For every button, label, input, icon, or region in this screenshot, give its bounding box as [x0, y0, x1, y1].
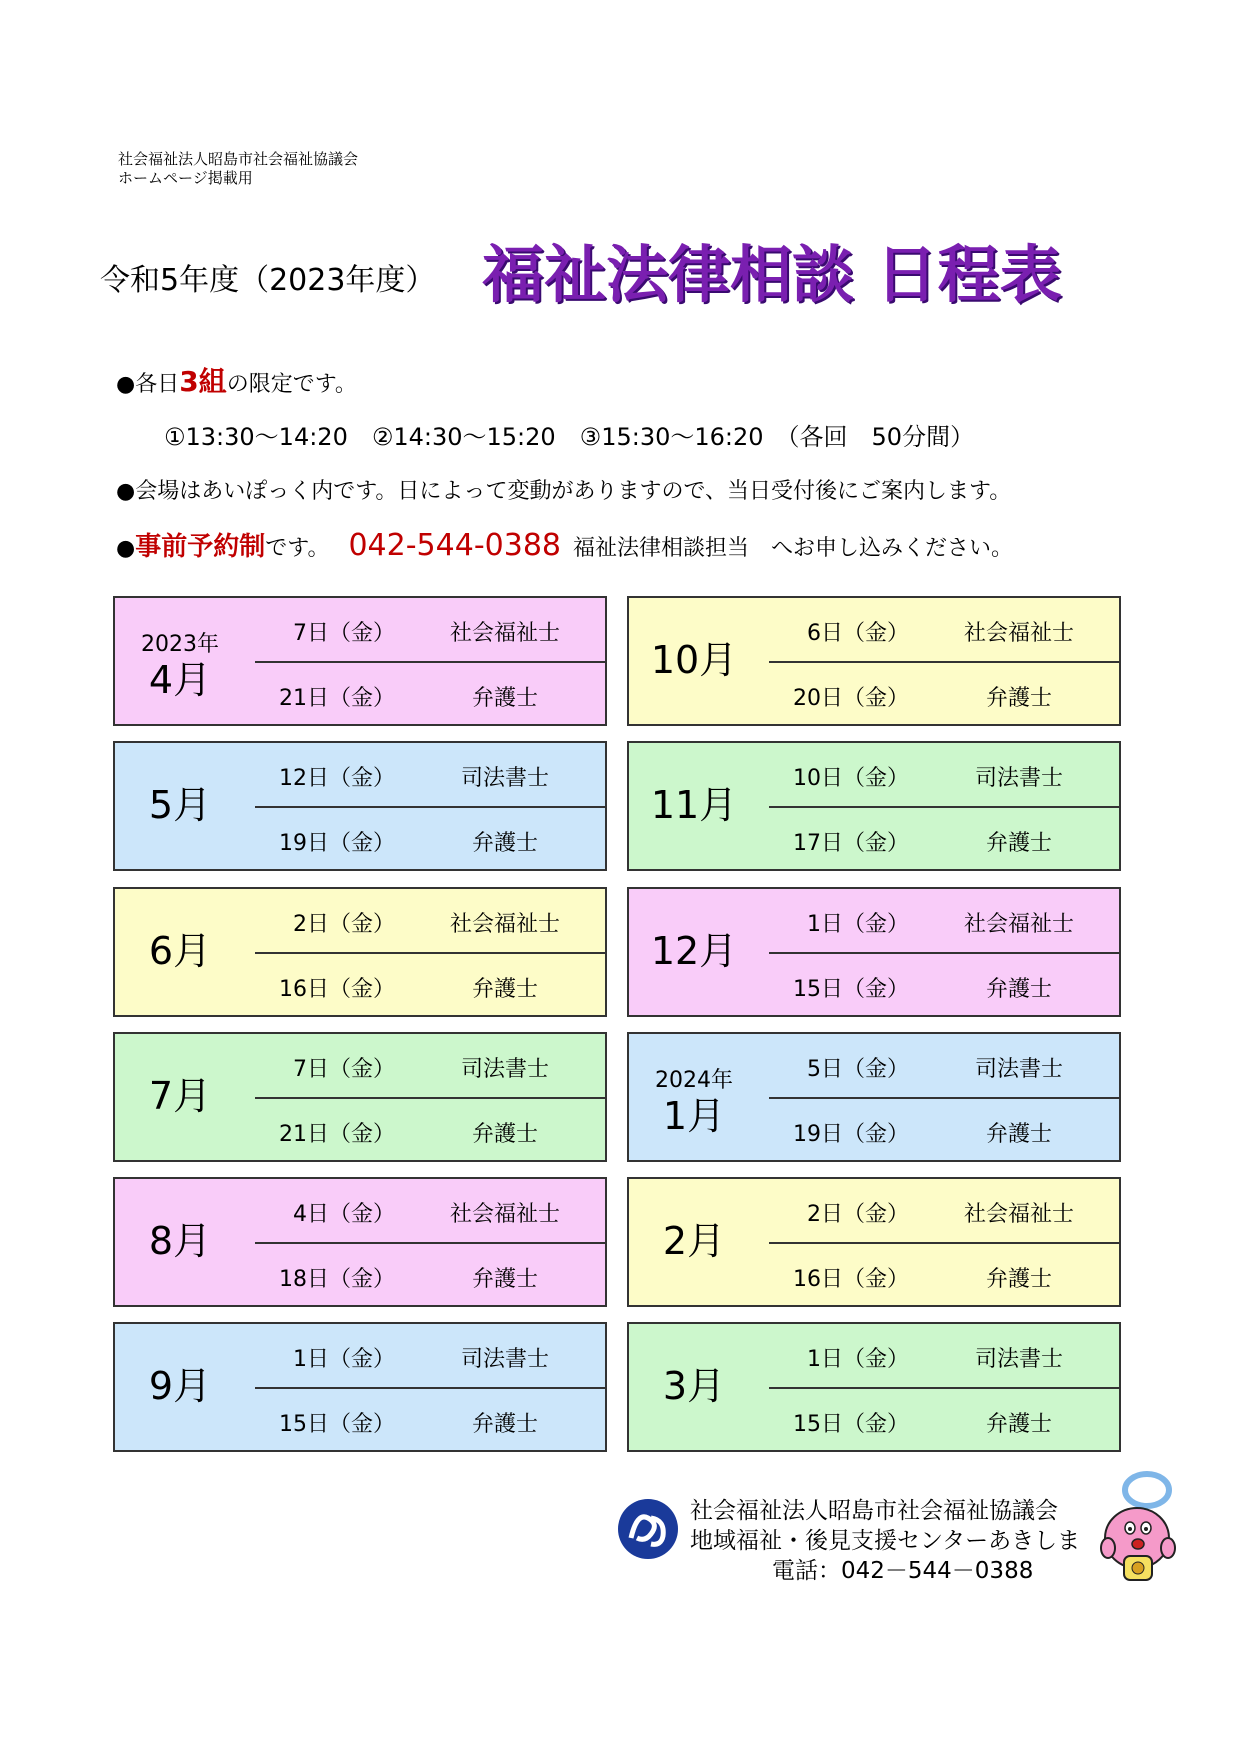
- consultation-slot: [255, 810, 605, 870]
- month-label-group: [115, 1074, 245, 1118]
- slot-divider: [769, 1242, 1119, 1244]
- consultation-slot: [769, 1181, 1119, 1241]
- slot-divider: [769, 1387, 1119, 1389]
- schedule-month-box: [113, 1032, 607, 1162]
- schedule-month-box: [113, 887, 607, 1017]
- slot-date: 7日（金）: [293, 1057, 395, 1082]
- page-title: 福祉法律相談 日程表: [482, 238, 1062, 311]
- month-label-group: [629, 1364, 759, 1408]
- slot-role: 司法書士: [974, 766, 1063, 791]
- slot-role: 弁護士: [985, 686, 1052, 711]
- consultation-slot: [769, 1036, 1119, 1096]
- month-label-group: [629, 1219, 759, 1263]
- slot-date: 19日（金）: [793, 1122, 909, 1147]
- slot-role: 司法書士: [460, 1347, 549, 1372]
- month-label: 7月: [148, 1074, 212, 1118]
- slot-role: 弁護士: [985, 1267, 1052, 1292]
- month-label-group: [115, 1219, 245, 1263]
- slot-date: 15日（金）: [793, 977, 909, 1002]
- slot-date: 2日（金）: [807, 1202, 909, 1227]
- note-reservation: [116, 526, 1013, 563]
- schedule-month-box: [627, 596, 1121, 726]
- month-label-group: [115, 929, 245, 973]
- schedule-month-box: [627, 1177, 1121, 1307]
- consultation-slot: [255, 956, 605, 1016]
- slot-divider: [255, 661, 605, 663]
- note-reservation-bold: 事前予約制: [135, 532, 266, 562]
- slot-divider: [255, 952, 605, 954]
- note-limit-pre: ●各日: [116, 372, 180, 397]
- footer-org: 社会福祉法人昭島市社会福祉協議会: [690, 1498, 1058, 1524]
- schedule-month-box: [627, 1032, 1121, 1162]
- note-limit-post: の限定です。: [226, 372, 357, 397]
- slot-divider: [255, 1387, 605, 1389]
- consultation-slot: [769, 1326, 1119, 1386]
- slot-divider: [769, 952, 1119, 954]
- consultation-slot: [255, 665, 605, 725]
- month-label: 12月: [650, 929, 738, 973]
- slot-role: 弁護士: [471, 1412, 538, 1437]
- org-header: [118, 150, 358, 188]
- note-times: ①13:30～14:20 ②14:30～15:20 ③15:30～16:20 （各回 50分間）: [164, 423, 975, 451]
- org-name: 社会福祉法人昭島市社会福祉協議会: [118, 150, 359, 168]
- council-logo-icon: [617, 1498, 679, 1560]
- month-label-group: [629, 929, 759, 973]
- slot-date: 1日（金）: [807, 912, 909, 937]
- year-label: 2024年: [655, 1068, 733, 1093]
- footer-contact: [690, 1496, 1080, 1586]
- consultation-slot: [769, 810, 1119, 870]
- month-label: 2月: [662, 1219, 726, 1263]
- month-label-group: [115, 1364, 245, 1408]
- schedule-month-box: [113, 1322, 607, 1452]
- schedule-month-box: [627, 887, 1121, 1017]
- slot-date: 15日（金）: [279, 1412, 395, 1437]
- slot-role: 司法書士: [974, 1057, 1063, 1082]
- slot-role: 社会福祉士: [449, 912, 560, 937]
- slot-role: 弁護士: [985, 1412, 1052, 1437]
- note-venue: ●会場はあいぽっく内です。日によって変動がありますので、当日受付後にご案内します。: [116, 479, 1012, 504]
- note-reservation-post: 福祉法律相談担当 へお申し込みください。: [573, 536, 1014, 561]
- consultation-slot: [255, 1101, 605, 1161]
- consultation-slot: [255, 600, 605, 660]
- slot-role: 弁護士: [985, 977, 1052, 1002]
- consultation-slot: [255, 1246, 605, 1306]
- mascot-icon: [1092, 1470, 1182, 1590]
- slot-date: 16日（金）: [793, 1267, 909, 1292]
- schedule-month-box: [113, 596, 607, 726]
- slot-date: 5日（金）: [807, 1057, 909, 1082]
- consultation-slot: [769, 1101, 1119, 1161]
- month-label: 3月: [662, 1364, 726, 1408]
- reservation-phone[interactable]: 042-544-0388: [348, 528, 561, 563]
- slot-date: 20日（金）: [793, 686, 909, 711]
- slot-date: 21日（金）: [279, 686, 395, 711]
- slot-role: 社会福祉士: [449, 621, 560, 646]
- month-label: 4月: [148, 658, 212, 702]
- slot-date: 4日（金）: [293, 1202, 395, 1227]
- slot-role: 弁護士: [471, 686, 538, 711]
- slot-divider: [769, 1097, 1119, 1099]
- consultation-slot: [769, 1391, 1119, 1451]
- footer-center: 地域福祉・後見支援センターあきしま: [690, 1528, 1081, 1554]
- slot-divider: [255, 806, 605, 808]
- consultation-slot: [255, 891, 605, 951]
- slot-role: 司法書士: [460, 766, 549, 791]
- slot-role: 社会福祉士: [963, 1202, 1074, 1227]
- slot-divider: [255, 1242, 605, 1244]
- slot-role: 社会福祉士: [963, 621, 1074, 646]
- month-label-group: [629, 783, 759, 827]
- slot-role: 弁護士: [471, 831, 538, 856]
- slot-date: 21日（金）: [279, 1122, 395, 1147]
- month-label-group: [115, 783, 245, 827]
- slot-role: 司法書士: [974, 1347, 1063, 1372]
- note-reservation-mid: です。: [265, 536, 330, 561]
- month-label-group: [629, 1068, 759, 1138]
- slot-role: 弁護士: [471, 1267, 538, 1292]
- consultation-slot: [255, 1036, 605, 1096]
- note-limit-count: 3組: [179, 365, 227, 398]
- consultation-slot: [769, 745, 1119, 805]
- slot-divider: [769, 661, 1119, 663]
- slot-role: 社会福祉士: [449, 1202, 560, 1227]
- note-reservation-bullet: ●: [116, 536, 136, 561]
- slot-date: 12日（金）: [279, 766, 395, 791]
- slot-date: 18日（金）: [279, 1267, 395, 1292]
- consultation-slot: [255, 1181, 605, 1241]
- slot-role: 弁護士: [471, 977, 538, 1002]
- slot-date: 2日（金）: [293, 912, 395, 937]
- consultation-slot: [769, 665, 1119, 725]
- month-label: 10月: [650, 638, 738, 682]
- month-label: 5月: [148, 783, 212, 827]
- slot-date: 1日（金）: [807, 1347, 909, 1372]
- month-label-group: [115, 632, 245, 702]
- slot-date: 17日（金）: [793, 831, 909, 856]
- consultation-slot: [769, 891, 1119, 951]
- slot-divider: [769, 806, 1119, 808]
- schedule-month-box: [627, 1322, 1121, 1452]
- month-label: 1月: [662, 1094, 726, 1138]
- schedule-month-box: [627, 741, 1121, 871]
- schedule-month-box: [113, 741, 607, 871]
- month-label: 11月: [650, 783, 738, 827]
- title-prefix: 令和5年度（2023年度）: [100, 263, 436, 298]
- slot-role: 弁護士: [985, 831, 1052, 856]
- slot-date: 1日（金）: [293, 1347, 395, 1372]
- slot-date: 16日（金）: [279, 977, 395, 1002]
- slot-divider: [255, 1097, 605, 1099]
- consultation-slot: [255, 1391, 605, 1451]
- slot-role: 司法書士: [460, 1057, 549, 1082]
- slot-date: 7日（金）: [293, 621, 395, 646]
- slot-date: 10日（金）: [793, 766, 909, 791]
- consultation-slot: [255, 745, 605, 805]
- note-limit: [116, 360, 357, 400]
- footer-tel[interactable]: 電話：042－544－0388: [772, 1558, 1034, 1584]
- month-label: 9月: [148, 1364, 212, 1408]
- consultation-slot: [769, 956, 1119, 1016]
- consultation-slot: [255, 1326, 605, 1386]
- slot-date: 6日（金）: [807, 621, 909, 646]
- slot-role: 弁護士: [471, 1122, 538, 1147]
- publication-note: ホームページ掲載用: [118, 169, 253, 187]
- month-label: 8月: [148, 1219, 212, 1263]
- month-label: 6月: [148, 929, 212, 973]
- slot-role: 社会福祉士: [963, 912, 1074, 937]
- consultation-slot: [769, 600, 1119, 660]
- schedule-month-box: [113, 1177, 607, 1307]
- slot-date: 19日（金）: [279, 831, 395, 856]
- year-label: 2023年: [141, 632, 219, 657]
- consultation-slot: [769, 1246, 1119, 1306]
- slot-role: 弁護士: [985, 1122, 1052, 1147]
- month-label-group: [629, 638, 759, 682]
- slot-date: 15日（金）: [793, 1412, 909, 1437]
